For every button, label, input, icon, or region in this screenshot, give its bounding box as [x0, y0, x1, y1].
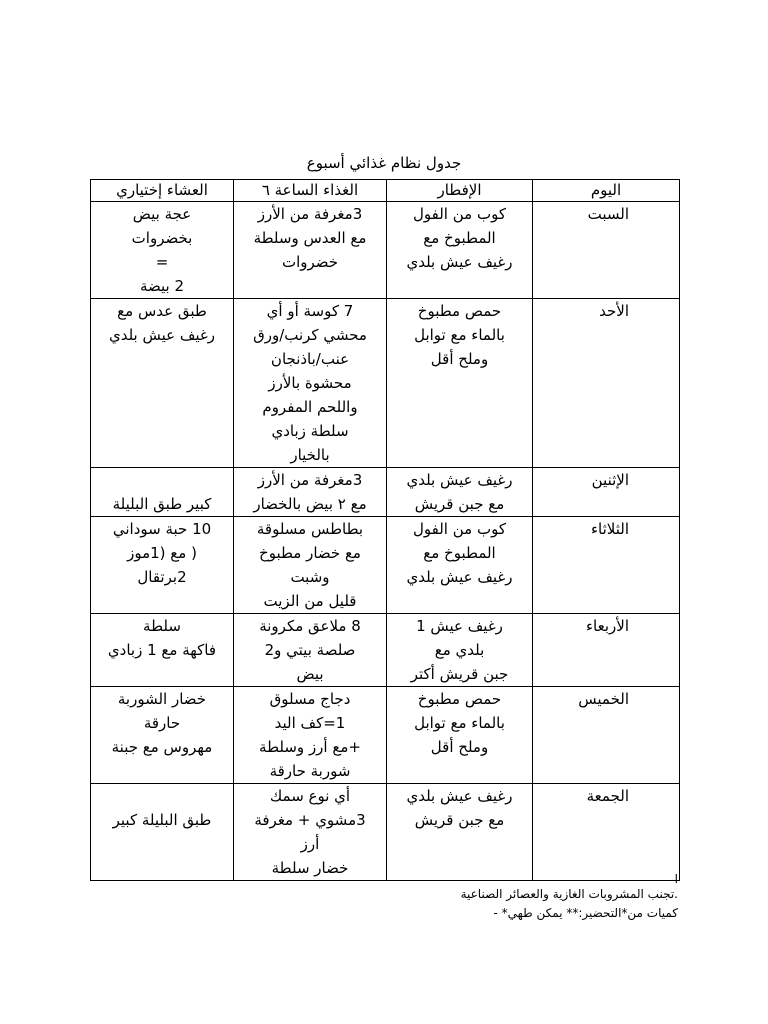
- day-cell: السبت: [533, 202, 680, 299]
- breakfast-cell: رغيف عيش 1 بلدي مع جبن قريش أكتر: [387, 614, 533, 687]
- footnotes: [90, 873, 678, 923]
- lunch-cell: بطاطس مسلوقة مع خضار مطبوخ وشبت قليل من الزيت: [234, 517, 387, 614]
- page-title: جدول نظام غذائي أسبوع: [306, 154, 462, 172]
- breakfast-cell: حمص مطبوخ بالماء مع توابل وملح أقل: [387, 299, 533, 468]
- table-row: [91, 202, 680, 299]
- breakfast-cell: كوب من الفول المطبوخ مع رغيف عيش بلدي: [387, 517, 533, 614]
- table-row: [91, 687, 680, 784]
- dinner-cell: طبق عدس مع رغيف عيش بلدي: [91, 299, 234, 468]
- dinner-cell: 10 حبة سوداني ( مع (1موز 2برتقال: [91, 517, 234, 614]
- header-day: اليوم: [533, 180, 680, 202]
- lunch-cell: 7 كوسة أو أي محشي كرنب/ورق عنب/باذنجان محشوة بالأرز واللحم المفروم سلطة زبادي بالخيار: [234, 299, 387, 468]
- table-row: [91, 299, 680, 468]
- dinner-cell: خضار الشوربة حارقة مهروس مع جبنة: [91, 687, 234, 784]
- table-row: [91, 468, 680, 517]
- lunch-cell: 3مغرفة من الأرز مع ٢ بيض بالخضار: [234, 468, 387, 517]
- lunch-cell: أي نوع سمك 3مشوي + مغرفة أرز خضار سلطة: [234, 784, 387, 881]
- day-cell: الخميس: [533, 687, 680, 784]
- header-breakfast: الإفطار: [387, 180, 533, 202]
- lunch-cell: 3مغرفة من الأرز مع العدس وسلطة خضروات: [234, 202, 387, 299]
- day-cell: الثلاثاء: [533, 517, 680, 614]
- meal-plan-table: [90, 179, 680, 881]
- lunch-cell: دجاج مسلوق 1=كف اليد +مع أرز وسلطة شوربة حارقة: [234, 687, 387, 784]
- header-lunch: الغذاء الساعة ٦: [234, 180, 387, 202]
- breakfast-cell: كوب من الفول المطبوخ مع رغيف عيش بلدي: [387, 202, 533, 299]
- dinner-cell: عجة بيض بخضروات = 2 بيضة: [91, 202, 234, 299]
- breakfast-cell: رغيف عيش بلدي مع جبن قريش: [387, 468, 533, 517]
- breakfast-cell: رغيف عيش بلدي مع جبن قريش: [387, 784, 533, 881]
- breakfast-cell: حمص مطبوخ بالماء مع توابل وملح أقل: [387, 687, 533, 784]
- day-cell: الأحد: [533, 299, 680, 468]
- footnote-mark: ا: [674, 872, 678, 886]
- dinner-cell: طبق البليلة كبير: [91, 784, 234, 881]
- header-dinner: العشاء إختياري: [91, 180, 234, 202]
- table-row: [91, 784, 680, 881]
- day-cell: الجمعة: [533, 784, 680, 881]
- dinner-cell: سلطة فاكهة مع 1 زبادي: [91, 614, 234, 687]
- dinner-cell: كبير طبق البليلة: [91, 468, 234, 517]
- lunch-cell: 8 ملاعق مكرونة صلصة بيتي و2 بيض: [234, 614, 387, 687]
- table-header-row: [91, 180, 680, 202]
- day-cell: الأربعاء: [533, 614, 680, 687]
- footnote-line: كميات من*التحضير:** يمكن طهي* -: [493, 906, 678, 920]
- footnote-line: .تجنب المشروبات الغازية والعصائر الصناعية: [460, 887, 678, 901]
- table-row: [91, 614, 680, 687]
- table-row: [91, 517, 680, 614]
- day-cell: الإثنين: [533, 468, 680, 517]
